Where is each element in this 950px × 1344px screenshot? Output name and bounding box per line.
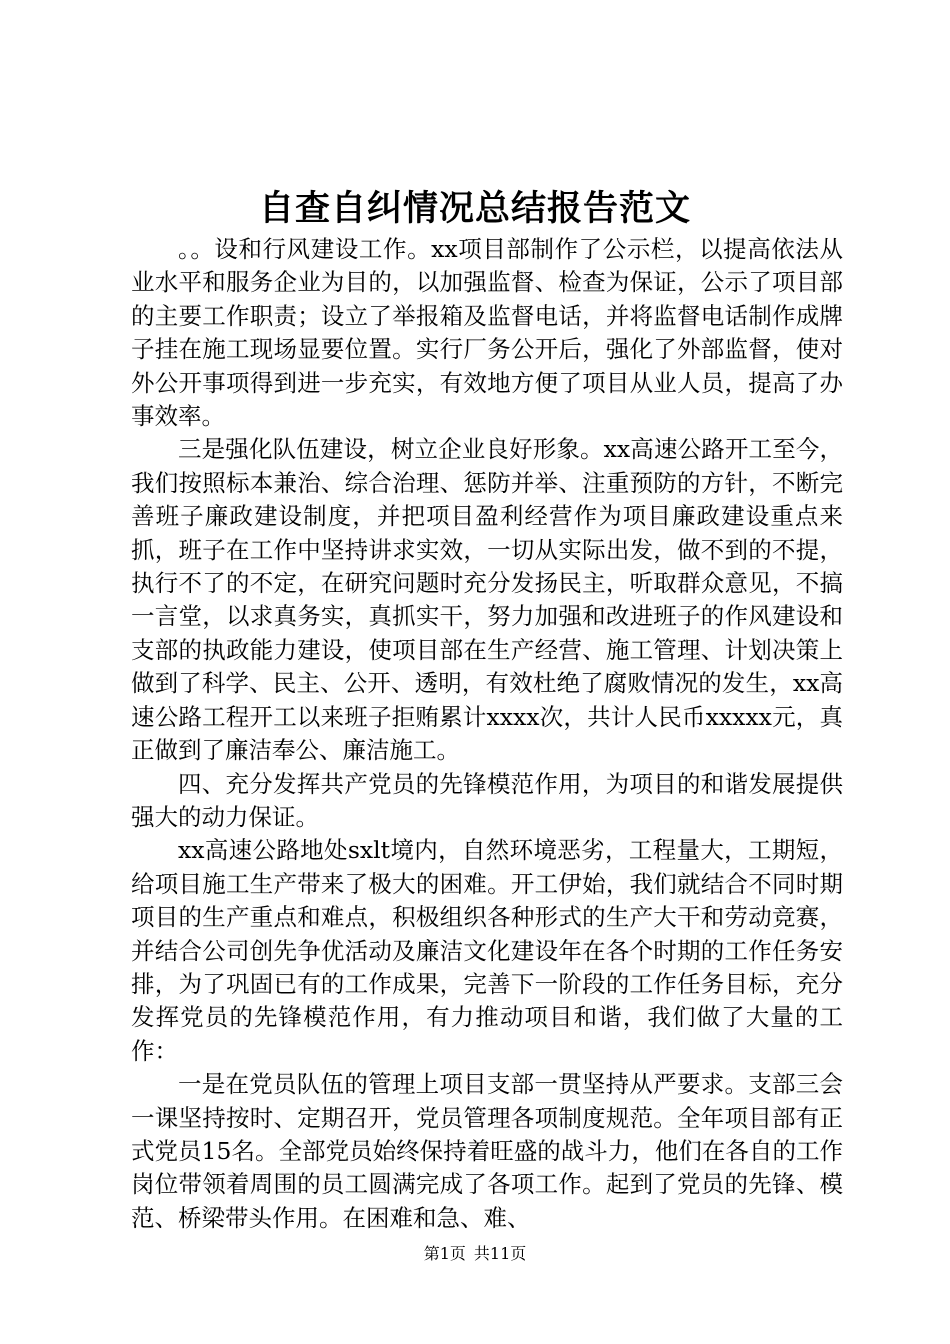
- paragraph: 三是强化队伍建设，树立企业良好形象。xx高速公路开工至今，我们按照标本兼治、综合治理、惩防并举、注重预防的方针，不断完善班子廉政建设制度，并把项目盈利经营作为项目廉政建设重点来抓，班子在工作中坚持讲求实效，一切从实际出发，做不到的不提，执行不了的不定，在研究问题时充分发扬民主，听取群众意见，不搞一言堂，以求真务实，真抓实干，努力加强和改进班子的作风建设和支部的执政能力建设，使项目部在生产经营、施工管理、计划决策上做到了科学、民主、公开、透明，有效杜绝了腐败情况的发生，xx高速公路工程开工以来班子拒贿累计xxxx次，共计人民币xxxxx元，真正做到了廉洁奉公、廉洁施工。: [131, 435, 843, 765]
- paragraph: xx高速公路地处sxlt境内，自然环境恶劣，工程量大，工期短，给项目施工生产带来了极大的困难。开工伊始，我们就结合不同时期项目的生产重点和难点，积极组织各种形式的生产大干和劳动竞赛，并结合公司创先争优活动及廉洁文化建设年在各个时期的工作任务安排，为了巩固已有的工作成果，完善下一阶段的工作任务目标，充分发挥党员的先锋模范作用，有力推动项目和谐，我们做了大量的工作：: [131, 836, 843, 1065]
- paragraph: 一是在党员队伍的管理上项目支部一贯坚持从严要求。支部三会一课坚持按时、定期召开，党员管理各项制度规范。全年项目部有正式党员15名。全部党员始终保持着旺盛的战斗力，他们在各自的工作岗位带领着周围的员工圆满完成了各项工作。起到了党员的先锋、模范、桥梁带头作用。在困难和急、难、: [131, 1070, 843, 1232]
- paragraph: 四、充分发挥共产党员的先锋模范作用，为项目的和谐发展提供强大的动力保证。: [131, 769, 843, 831]
- page-footer: [0, 1243, 950, 1265]
- document-body: [131, 233, 843, 1235]
- paragraph: 。。设和行风建设工作。xx项目部制作了公示栏，以提高依法从业水平和服务企业为目的，以加强监督、检查为保证，公示了项目部的主要工作职责；设立了举报箱及监督电话，并将监督电话制作成牌子挂在施工现场显要位置。实行厂务公开后，强化了外部监督，使对外公开事项得到进一步充实，有效地方便了项目从业人员，提高了办事效率。: [131, 235, 843, 431]
- page-number: 第1页: [423, 1244, 466, 1263]
- document-title: 自查自纠情况总结报告范文: [258, 189, 691, 229]
- page-total: 共11页: [473, 1244, 527, 1263]
